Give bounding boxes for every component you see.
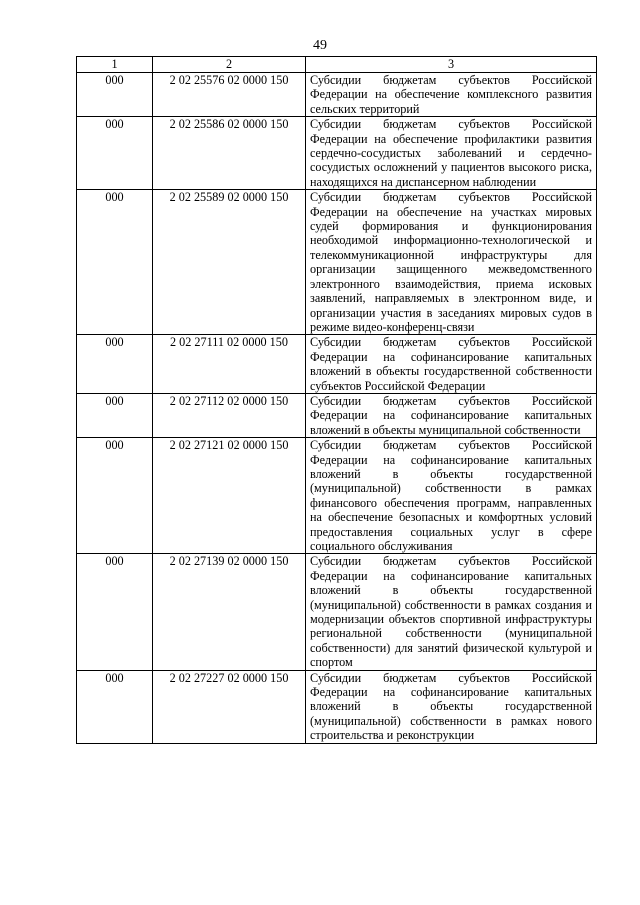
header-col-2: 2 <box>153 57 306 73</box>
admin-code-cell: 000 <box>77 190 153 335</box>
budget-code-cell: 2 02 25589 02 0000 150 <box>153 190 306 335</box>
description-cell: Субсидии бюджетам субъектов Российской Федерации на софинансирование капитальных вложений в объекты муниципальной собственности <box>306 393 597 437</box>
admin-code-cell: 000 <box>77 393 153 437</box>
description-cell: Субсидии бюджетам субъектов Российской Федерации на софинансирование капитальных вложений в объекты государственной (муниципальной) собственности в рамках создания и модернизации объектов спортивной инфраструктуры региональной собственности (муниципальной собственности) для занятий физической культурой и спортом <box>306 554 597 670</box>
header-col-3: 3 <box>306 57 597 73</box>
description-cell: Субсидии бюджетам субъектов Российской Федерации на софинансирование капитальных вложений в объекты государственной собственности субъектов Российской Федерации <box>306 335 597 394</box>
table-row <box>77 438 597 554</box>
budget-code-cell: 2 02 27139 02 0000 150 <box>153 554 306 670</box>
table-row <box>77 554 597 670</box>
description-cell: Субсидии бюджетам субъектов Российской Федерации на обеспечение комплексного развития сельских территорий <box>306 73 597 117</box>
admin-code-cell: 000 <box>77 117 153 190</box>
table-row <box>77 670 597 743</box>
table-row <box>77 117 597 190</box>
page-number: 49 <box>313 38 327 53</box>
budget-code-cell: 2 02 25586 02 0000 150 <box>153 117 306 190</box>
admin-code-cell: 000 <box>77 438 153 554</box>
admin-code-cell: 000 <box>77 670 153 743</box>
description-cell: Субсидии бюджетам субъектов Российской Федерации на обеспечение на участках мировых судей формирования и функционирования необходимой информационно-технологической и телекоммуникационной инфраструктуры для организации защищенного межведомственного электронного взаимодействия, приема исковых заявлений, направляемых в электронном виде, и организации участия в заседаниях мировых судов в режиме видео-конференц-связи <box>306 190 597 335</box>
description-cell: Субсидии бюджетам субъектов Российской Федерации на обеспечение профилактики развития сердечно-сосудистых заболеваний и сердечно-сосудистых осложнений у пациентов высокого риска, находящихся на диспансерном наблюдении <box>306 117 597 190</box>
table-row <box>77 190 597 335</box>
table-row <box>77 393 597 437</box>
admin-code-cell: 000 <box>77 554 153 670</box>
budget-code-cell: 2 02 27112 02 0000 150 <box>153 393 306 437</box>
budget-code-cell: 2 02 25576 02 0000 150 <box>153 73 306 117</box>
table-header-row <box>77 57 597 73</box>
admin-code-cell: 000 <box>77 335 153 394</box>
description-cell: Субсидии бюджетам субъектов Российской Федерации на софинансирование капитальных вложений в объекты государственной (муниципальной) собственности в рамках финансового обеспечения программ, направленных на обеспечение безопасных и комфортных условий предоставления социальных услуг в сфере социального обслуживания <box>306 438 597 554</box>
budget-code-cell: 2 02 27111 02 0000 150 <box>153 335 306 394</box>
budget-code-cell: 2 02 27227 02 0000 150 <box>153 670 306 743</box>
budget-revenue-table <box>76 56 597 744</box>
table-row <box>77 335 597 394</box>
header-col-1: 1 <box>77 57 153 73</box>
budget-code-cell: 2 02 27121 02 0000 150 <box>153 438 306 554</box>
description-cell: Субсидии бюджетам субъектов Российской Федерации на софинансирование капитальных вложений в объекты государственной (муниципальной) собственности в рамках нового строительства и реконструкции <box>306 670 597 743</box>
admin-code-cell: 000 <box>77 73 153 117</box>
table-row <box>77 73 597 117</box>
